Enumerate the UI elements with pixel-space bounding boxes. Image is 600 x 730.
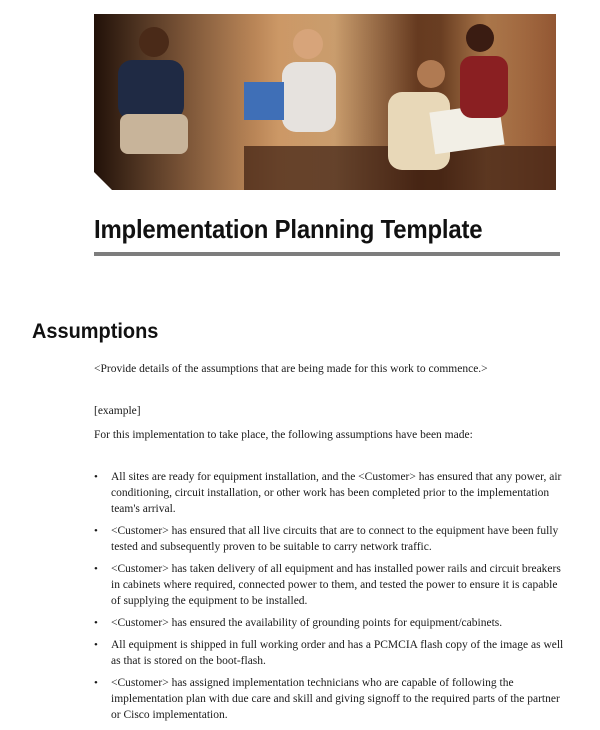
bullet-icon: •	[94, 677, 98, 689]
bullet-icon: •	[94, 617, 98, 629]
example-tag: [example]	[94, 405, 141, 417]
lead-in-text: For this implementation to take place, the following assumptions have been made:	[94, 429, 473, 441]
list-item-text: <Customer> has assigned implementation technicians who are capable of following the implementation plan with due care and skill and giving signoff to the required parts of the partner or Cisco implementation.	[111, 677, 560, 721]
list-item-text: <Customer> has taken delivery of all equipment and has installed power rails and circuit breakers in cabinets where required, connected power to them, and tested the power to ensure it is capable of supplying the equipment to be installed.	[111, 563, 561, 607]
header-banner-image	[94, 14, 556, 190]
list-item-text: All sites are ready for equipment installation, and the <Customer> has ensured that any power, air conditioning, circuit installation, or other work has been completed prior to the implementation team's arrival.	[111, 471, 562, 515]
section-heading-assumptions: Assumptions	[32, 320, 159, 343]
list-item	[94, 637, 564, 669]
office-team-photo-banner	[94, 14, 556, 190]
assumptions-list	[94, 469, 564, 729]
list-item	[94, 523, 564, 555]
list-item-text: All equipment is shipped in full working order and has a PCMCIA flash copy of the image as well as that is stored on the boot-flash.	[111, 639, 564, 667]
list-item	[94, 469, 564, 517]
list-item	[94, 615, 564, 631]
list-item	[94, 675, 564, 723]
title-underline-rule	[94, 252, 560, 256]
bullet-icon: •	[94, 563, 98, 575]
intro-placeholder-text: <Provide details of the assumptions that are being made for this work to commence.>	[94, 363, 488, 375]
list-item-text: <Customer> has ensured the availability of grounding points for equipment/cabinets.	[111, 617, 503, 629]
bullet-icon: •	[94, 471, 98, 483]
bullet-icon: •	[94, 525, 98, 537]
document-title: Implementation Planning Template	[94, 214, 483, 244]
list-item-text: <Customer> has ensured that all live circuits that are to connect to the equipment have been fully tested and subsequently proven to be suitable to carry network traffic.	[111, 525, 559, 553]
list-item	[94, 561, 564, 609]
bullet-icon: •	[94, 639, 98, 651]
